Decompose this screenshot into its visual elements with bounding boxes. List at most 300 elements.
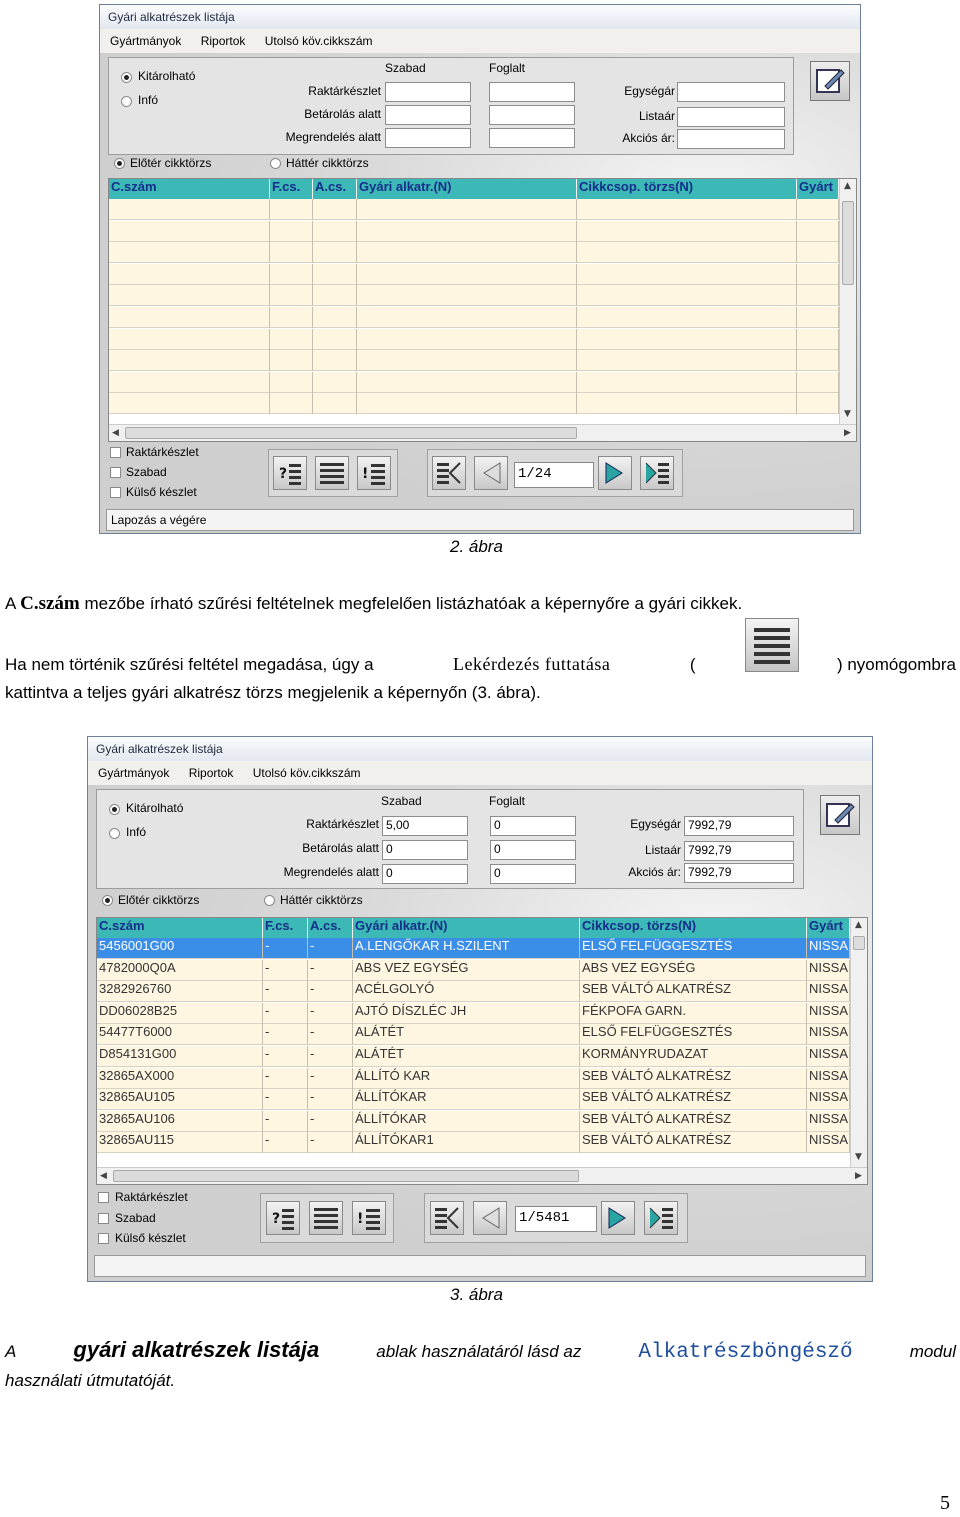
pager-toolbar: [424, 1193, 688, 1243]
raktarkeszlet-label: Raktárkészlet: [308, 84, 381, 98]
radio-hatter[interactable]: [270, 158, 281, 169]
table-cell: NISSA: [807, 1132, 850, 1153]
chk-kulso-label: Külső készlet: [115, 1231, 186, 1245]
table-cell: [797, 329, 839, 350]
table-cell: [797, 393, 839, 414]
table-cell: [270, 372, 313, 393]
pager-toolbar: [427, 449, 683, 497]
table-cell: [313, 350, 357, 371]
first-page-button[interactable]: [430, 1201, 464, 1235]
megrendeles-label: Megrendelés alatt: [285, 130, 381, 144]
megrendeles-foglalt-field[interactable]: [489, 128, 575, 148]
table-cell: [313, 199, 357, 220]
table-row[interactable]: [97, 1003, 850, 1024]
table-cell: [270, 242, 313, 263]
akcios-label: Akciós ár:: [622, 131, 675, 145]
table-cell: NISSA: [807, 1111, 850, 1132]
filter-list-button[interactable]: [357, 456, 391, 490]
query-help-icon: [277, 460, 303, 486]
radio-eloter-label: Előtér cikktörzs: [130, 156, 212, 170]
table-cell: -: [308, 960, 353, 981]
megrendeles-szabad-field[interactable]: 0: [382, 864, 468, 884]
table-row[interactable]: [109, 199, 839, 220]
table-cell: [357, 221, 577, 242]
run-query-button[interactable]: [315, 456, 349, 490]
filter-list-button[interactable]: [352, 1201, 386, 1235]
table-cell: A.LENGŐKAR H.SZILENT: [353, 938, 580, 959]
table-cell: [313, 329, 357, 350]
table-cell: [109, 393, 270, 414]
col-szabad-label: Szabad: [385, 61, 426, 75]
table-cell: D854131G00: [97, 1046, 263, 1067]
radio-eloter[interactable]: [102, 895, 113, 906]
table-cell: [797, 242, 839, 263]
megrendeles-label: Megrendelés alatt: [283, 865, 379, 879]
menu-riportok[interactable]: Riportok: [200, 34, 246, 48]
table-row[interactable]: [97, 981, 850, 1002]
table-cell: -: [263, 1111, 308, 1132]
table-cell: [109, 221, 270, 242]
betarolas-szabad-field[interactable]: [385, 105, 471, 125]
table-cell: [797, 285, 839, 306]
table-cell: [357, 199, 577, 220]
table-cell: [313, 264, 357, 285]
table-cell: [357, 307, 577, 328]
svg-text:!: !: [362, 466, 369, 482]
chk-raktarkeszlet[interactable]: [110, 447, 121, 458]
next-page-button[interactable]: [601, 1201, 635, 1235]
table-cell: [313, 372, 357, 393]
radio-info-label: Infó: [138, 93, 159, 107]
module-name: Alkatrészböngésző: [638, 1341, 853, 1364]
table-row[interactable]: [97, 1132, 850, 1153]
list-icon: [746, 619, 798, 671]
last-page-icon: [648, 1205, 674, 1231]
table-cell: [797, 264, 839, 285]
paragraph-2-line-1: Ha nem történik szűrési feltétel megadása, úgy a Lekérdezés futtatása ( ) nyomógombra: [5, 654, 956, 674]
table-row[interactable]: [109, 393, 839, 414]
col-header-fcs[interactable]: F.cs.: [263, 918, 308, 938]
radio-kitarolhato[interactable]: [109, 804, 120, 815]
table-cell: [109, 199, 270, 220]
table-cell: -: [263, 960, 308, 981]
chk-szabad-label: Szabad: [126, 465, 167, 479]
col-header-cikkcsop[interactable]: Cikkcsop. törzs(N): [577, 179, 797, 199]
radio-info[interactable]: [109, 828, 120, 839]
first-page-button[interactable]: [432, 456, 466, 490]
scroll-up-icon[interactable]: ▲: [855, 920, 862, 930]
first-page-icon: [436, 460, 462, 486]
horizontal-scrollbar[interactable]: [97, 1167, 867, 1184]
table-row[interactable]: [97, 1089, 850, 1110]
listaar-label: Listaár: [638, 109, 675, 123]
table-row[interactable]: [109, 221, 839, 242]
raktarkeszlet-szabad-field[interactable]: 5,00: [382, 816, 468, 836]
scroll-left-icon[interactable]: ◀: [100, 1171, 107, 1181]
col-foglalt-label: Foglalt: [489, 794, 526, 808]
status-bar: Lapozás a végére: [106, 509, 854, 531]
table-cell: 32865AX000: [97, 1068, 263, 1089]
table-cell: [797, 199, 839, 220]
akcios-label: Akciós ár:: [628, 865, 681, 879]
table-cell: [313, 221, 357, 242]
radio-hatter-label: Háttér cikktörzs: [280, 893, 363, 907]
edit-button[interactable]: [810, 61, 850, 101]
table-cell: -: [308, 1046, 353, 1067]
fig3-window: [87, 736, 873, 1282]
edit-icon: [811, 62, 849, 100]
scroll-thumb[interactable]: [853, 936, 865, 950]
col-header-gyari-alkatr[interactable]: Gyári alkatr.(N): [353, 918, 580, 938]
table-cell: -: [308, 1024, 353, 1045]
table-cell: [357, 372, 577, 393]
chk-raktarkeszlet-label: Raktárkészlet: [126, 445, 199, 459]
table-cell: -: [263, 938, 308, 959]
betarolas-label: Betárolás alatt: [302, 841, 379, 855]
scroll-down-icon[interactable]: ▼: [855, 1152, 862, 1162]
prev-page-button[interactable]: [474, 456, 508, 490]
first-page-icon: [434, 1205, 460, 1231]
radio-hatter-label: Háttér cikktörzs: [286, 156, 369, 170]
table-cell: 32865AU105: [97, 1089, 263, 1110]
table-cell: [357, 285, 577, 306]
paragraph-3-line-1: A gyári alkatrészek listája ablak használatáról lásd az Alkatrészböngésző modul: [5, 1337, 956, 1364]
raktarkeszlet-foglalt-field[interactable]: 0: [490, 816, 576, 836]
table-cell: NISSA: [807, 1046, 850, 1067]
chk-raktarkeszlet[interactable]: [98, 1192, 109, 1203]
parts-grid: [108, 178, 857, 442]
table-cell: [109, 264, 270, 285]
run-query-button[interactable]: [309, 1201, 343, 1235]
table-cell: [109, 372, 270, 393]
window-name-term: gyári alkatrészek listája: [73, 1337, 320, 1362]
chk-szabad-label: Szabad: [115, 1211, 156, 1225]
betarolas-foglalt-field[interactable]: 0: [490, 840, 576, 860]
chk-szabad[interactable]: [98, 1213, 109, 1224]
table-cell: ALÁTÉT: [353, 1046, 580, 1067]
menu-gyartmanyok[interactable]: Gyártmányok: [98, 766, 170, 780]
filter-panel: [108, 57, 794, 155]
table-cell: 32865AU106: [97, 1111, 263, 1132]
scroll-up-icon[interactable]: ▲: [844, 181, 851, 191]
table-row[interactable]: [109, 350, 839, 371]
table-cell: ÁLLÍTÓKAR: [353, 1089, 580, 1110]
table-cell: [109, 329, 270, 350]
table-cell: NISSA: [807, 1003, 850, 1024]
table-cell: [109, 285, 270, 306]
col-header-acs[interactable]: A.cs.: [308, 918, 353, 938]
raktarkeszlet-label: Raktárkészlet: [306, 817, 379, 831]
table-cell: [109, 350, 270, 371]
megrendeles-szabad-field[interactable]: [385, 128, 471, 148]
table-row[interactable]: [97, 960, 850, 981]
table-cell: [577, 393, 797, 414]
vertical-scrollbar[interactable]: [850, 918, 867, 1167]
listaar-field[interactable]: 7992,79: [684, 841, 794, 861]
table-cell: [577, 285, 797, 306]
next-page-button[interactable]: [598, 456, 632, 490]
table-cell: [313, 242, 357, 263]
table-cell: [109, 242, 270, 263]
next-page-icon: [602, 460, 628, 486]
table-cell: [270, 350, 313, 371]
scroll-left-icon[interactable]: ◀: [112, 428, 119, 438]
scroll-right-icon[interactable]: ▶: [855, 1171, 862, 1181]
svg-text:?: ?: [279, 466, 288, 482]
table-cell: [357, 264, 577, 285]
egysegar-label: Egységár: [630, 817, 681, 831]
chk-szabad[interactable]: [110, 467, 121, 478]
scroll-right-icon[interactable]: ▶: [844, 428, 851, 438]
table-cell: FÉKPOFA GARN.: [580, 1003, 807, 1024]
radio-kitarolhato[interactable]: [121, 72, 132, 83]
chk-kulso-label: Külső készlet: [126, 485, 197, 499]
page-number: 5: [940, 1492, 950, 1514]
table-cell: [357, 350, 577, 371]
table-cell: [270, 393, 313, 414]
query-help-button[interactable]: [266, 1201, 300, 1235]
table-cell: NISSA: [807, 938, 850, 959]
last-page-icon: [644, 460, 670, 486]
prev-page-button[interactable]: [473, 1201, 507, 1235]
listaar-label: Listaár: [644, 843, 681, 857]
table-cell: [577, 199, 797, 220]
table-cell: [797, 307, 839, 328]
table-cell: [270, 221, 313, 242]
col-header-gyart[interactable]: Gyárt: [797, 179, 839, 199]
table-cell: -: [308, 938, 353, 959]
akcios-field[interactable]: 7992,79: [684, 863, 794, 883]
table-cell: ALÁTÉT: [353, 1024, 580, 1045]
paragraph-1: A C.szám mezőbe írható szűrési feltételnek megfelelően listázhatóak a képernyőre a gyári cikkek.: [5, 593, 743, 614]
query-help-icon: [270, 1205, 296, 1231]
page-indicator[interactable]: 1/5481: [515, 1206, 597, 1232]
table-row[interactable]: [109, 285, 839, 306]
radio-eloter[interactable]: [114, 158, 125, 169]
table-cell: [313, 285, 357, 306]
table-row[interactable]: [109, 329, 839, 350]
table-cell: [313, 307, 357, 328]
edit-icon: [821, 796, 859, 834]
table-row[interactable]: [109, 242, 839, 263]
menu-riportok[interactable]: Riportok: [188, 766, 234, 780]
window-title: Gyári alkatrészek listája: [100, 5, 860, 30]
prev-page-icon: [477, 1205, 503, 1231]
table-cell: ÁLLÍTÓ KAR: [353, 1068, 580, 1089]
table-cell: ABS VEZ EGYSÉG: [580, 960, 807, 981]
table-cell: [270, 307, 313, 328]
table-row[interactable]: [109, 264, 839, 285]
table-cell: [797, 221, 839, 242]
chk-raktarkeszlet-label: Raktárkészlet: [115, 1190, 188, 1204]
radio-info-label: Infó: [126, 825, 147, 839]
akcios-field[interactable]: [677, 129, 785, 149]
table-cell: -: [263, 981, 308, 1002]
table-cell: [357, 329, 577, 350]
hscroll-thumb[interactable]: [125, 427, 577, 439]
table-row[interactable]: [97, 1111, 850, 1132]
radio-eloter-label: Előtér cikktörzs: [118, 893, 200, 907]
svg-text:!: !: [357, 1211, 364, 1227]
megrendeles-foglalt-field[interactable]: 0: [490, 864, 576, 884]
table-cell: -: [308, 1089, 353, 1110]
table-cell: ELSŐ FELFÜGGESZTÉS: [580, 1024, 807, 1045]
lekerdezes-term: Lekérdezés futtatása: [452, 654, 611, 674]
table-cell: ABS VEZ EGYSÉG: [353, 960, 580, 981]
table-cell: NISSA: [807, 981, 850, 1002]
table-cell: SEB VÁLTÓ ALKATRÉSZ: [580, 1111, 807, 1132]
betarolas-foglalt-field[interactable]: [489, 105, 575, 125]
col-szabad-label: Szabad: [381, 794, 422, 808]
col-foglalt-label: Foglalt: [489, 61, 526, 75]
table-cell: [577, 372, 797, 393]
chk-kulso[interactable]: [98, 1233, 109, 1244]
grid-header: [97, 918, 850, 938]
prev-page-icon: [478, 460, 504, 486]
table-cell: -: [308, 981, 353, 1002]
radio-kitarolhato-label: Kitárolható: [138, 69, 196, 83]
page-indicator[interactable]: 1/24: [514, 462, 594, 488]
egysegar-field[interactable]: 7992,79: [684, 816, 794, 836]
grid-header: [109, 179, 839, 199]
betarolas-szabad-field[interactable]: 0: [382, 840, 468, 860]
table-cell: ELSŐ FELFÜGGESZTÉS: [580, 938, 807, 959]
radio-kitarolhato-label: Kitárolható: [126, 801, 184, 815]
table-cell: 54477T6000: [97, 1024, 263, 1045]
last-page-button[interactable]: [640, 456, 674, 490]
table-cell: ACÉLGOLYÓ: [353, 981, 580, 1002]
egysegar-label: Egységár: [624, 84, 675, 98]
table-cell: SEB VÁLTÓ ALKATRÉSZ: [580, 1068, 807, 1089]
edit-button[interactable]: [820, 795, 860, 835]
table-cell: 4782000Q0A: [97, 960, 263, 981]
table-cell: -: [263, 1068, 308, 1089]
col-header-gyari-alkatr[interactable]: Gyári alkatr.(N): [357, 179, 577, 199]
svg-text:?: ?: [272, 1211, 281, 1227]
col-header-gyart[interactable]: Gyárt: [807, 918, 850, 938]
table-cell: [577, 350, 797, 371]
table-cell: ÁLLÍTÓKAR: [353, 1111, 580, 1132]
table-cell: NISSA: [807, 1068, 850, 1089]
filter-list-icon: [356, 1205, 382, 1231]
menu-utolso-cikkszam[interactable]: Utolsó köv.cikkszám: [264, 34, 373, 48]
table-row[interactable]: [97, 1046, 850, 1067]
radio-info[interactable]: [121, 96, 132, 107]
table-cell: [270, 264, 313, 285]
query-help-button[interactable]: [273, 456, 307, 490]
table-cell: KORMÁNYRUDAZAT: [580, 1046, 807, 1067]
table-cell: SEB VÁLTÓ ALKATRÉSZ: [580, 981, 807, 1002]
hscroll-thumb[interactable]: [113, 1170, 579, 1182]
filter-panel: [96, 789, 804, 889]
parts-grid: [96, 917, 868, 1185]
table-cell: [357, 393, 577, 414]
table-cell: -: [308, 1068, 353, 1089]
table-cell: -: [308, 1132, 353, 1153]
table-cell: [270, 329, 313, 350]
paragraph-2-line-2: kattintva a teljes gyári alkatrész törzs megjelenik a képernyőn (3. ábra).: [5, 683, 541, 702]
table-row[interactable]: [109, 372, 839, 393]
table-row[interactable]: [97, 1024, 850, 1045]
table-cell: SEB VÁLTÓ ALKATRÉSZ: [580, 1132, 807, 1153]
table-cell: 5456001G00: [97, 938, 263, 959]
table-cell: -: [263, 1046, 308, 1067]
figure-caption-2: 2. ábra: [450, 537, 503, 556]
table-cell: [577, 264, 797, 285]
table-cell: [797, 350, 839, 371]
paragraph-3-line-2: használati útmutatóját.: [5, 1371, 176, 1390]
table-cell: [577, 307, 797, 328]
col-header-cszam[interactable]: C.szám: [97, 918, 263, 938]
table-cell: [313, 393, 357, 414]
table-cell: -: [263, 1132, 308, 1153]
vertical-scrollbar[interactable]: [839, 179, 856, 424]
menu-bar: [100, 29, 860, 53]
table-cell: [577, 242, 797, 263]
betarolas-label: Betárolás alatt: [304, 107, 381, 121]
col-header-fcs[interactable]: F.cs.: [270, 179, 313, 199]
horizontal-scrollbar[interactable]: [109, 424, 856, 441]
table-cell: -: [263, 1003, 308, 1024]
table-cell: [109, 307, 270, 328]
menu-bar: [88, 761, 872, 785]
raktarkeszlet-szabad-field[interactable]: [385, 82, 471, 102]
table-cell: [270, 199, 313, 220]
table-cell: AJTÓ DÍSZLÉC JH: [353, 1003, 580, 1024]
listaar-field[interactable]: [677, 107, 785, 127]
menu-utolso-cikkszam[interactable]: Utolsó köv.cikkszám: [252, 766, 361, 780]
egysegar-field[interactable]: [677, 82, 785, 102]
radio-hatter[interactable]: [264, 895, 275, 906]
table-cell: [357, 242, 577, 263]
filter-list-icon: [361, 460, 387, 486]
fig2-window: [99, 4, 861, 534]
raktarkeszlet-foglalt-field[interactable]: [489, 82, 575, 102]
table-cell: NISSA: [807, 960, 850, 981]
col-header-cikkcsop[interactable]: Cikkcsop. törzs(N): [580, 918, 807, 938]
menu-gyartmanyok[interactable]: Gyártmányok: [110, 34, 182, 48]
cszam-term: C.szám: [20, 593, 80, 614]
list-icon: [313, 1205, 339, 1231]
col-header-acs[interactable]: A.cs.: [313, 179, 357, 199]
table-cell: [270, 285, 313, 306]
list-icon: [319, 460, 345, 486]
window-title: Gyári alkatrészek listája: [88, 737, 872, 762]
table-row[interactable]: [97, 1068, 850, 1089]
scroll-thumb[interactable]: [842, 201, 854, 285]
last-page-button[interactable]: [644, 1201, 678, 1235]
query-toolbar: [260, 1193, 394, 1243]
table-cell: 3282926760: [97, 981, 263, 1002]
table-cell: [797, 372, 839, 393]
scroll-down-icon[interactable]: ▼: [844, 409, 851, 419]
table-cell: -: [263, 1089, 308, 1110]
table-cell: 32865AU115: [97, 1132, 263, 1153]
table-cell: -: [308, 1003, 353, 1024]
table-row[interactable]: [97, 938, 850, 959]
chk-kulso[interactable]: [110, 487, 121, 498]
col-header-cszam[interactable]: C.szám: [109, 179, 270, 199]
next-page-icon: [605, 1205, 631, 1231]
table-cell: -: [263, 1024, 308, 1045]
status-bar: [94, 1255, 866, 1277]
table-row[interactable]: [109, 307, 839, 328]
table-cell: NISSA: [807, 1089, 850, 1110]
table-cell: NISSA: [807, 1024, 850, 1045]
figure-caption-3: 3. ábra: [450, 1285, 503, 1304]
table-cell: [577, 221, 797, 242]
table-cell: [577, 329, 797, 350]
